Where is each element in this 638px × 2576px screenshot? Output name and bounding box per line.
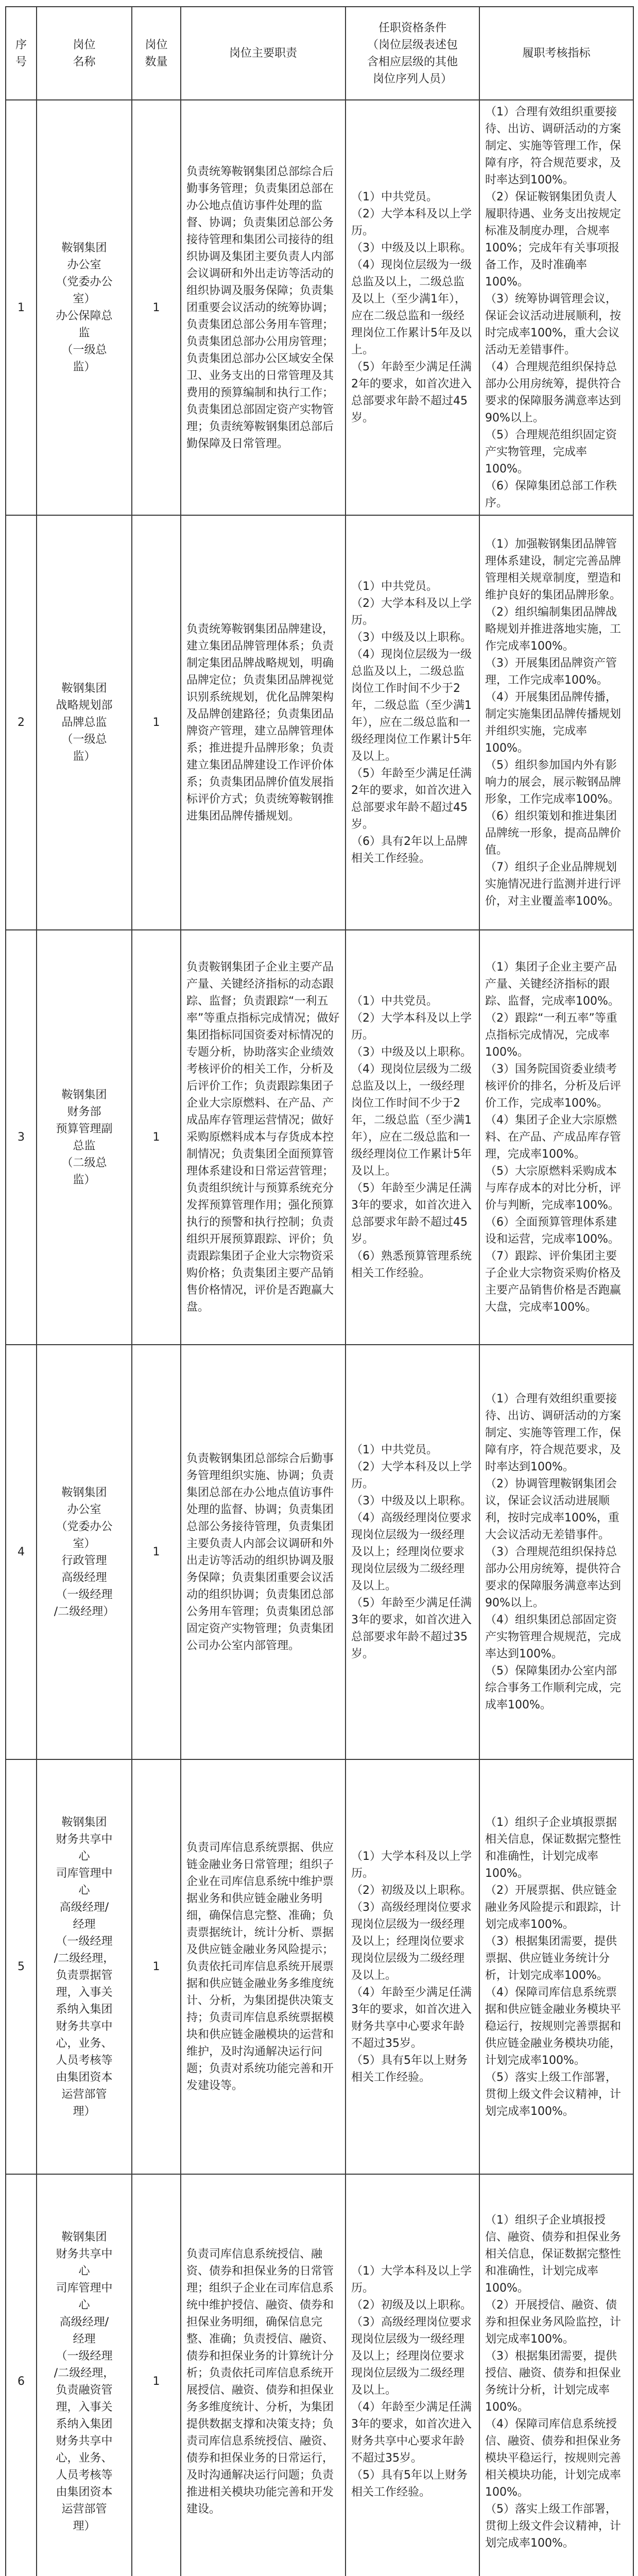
cell-duties: 负责司库信息系统授信、融资、债券和担保业务的日常管理；组织子企业在司库信息系统中维护授信、融资、债券和担保业务明细，确保信息完整、准确；负责授信、融资、债券和担保业务的计算统计分析；负责依托司库信息系统开展授信、融资、债券和担保业务多维度统计、分析，为集团提供数据支撑和决策支持；负责司库信息系统授信、融资、债券和担保业务的日常运行，及时沟通解决运行问题；负责推进相关模块功能完善和开发建设。 bbox=[181, 2174, 346, 2576]
table-row bbox=[6, 100, 633, 515]
cell-count: 1 bbox=[132, 1345, 181, 1759]
cell-seq: 2 bbox=[6, 515, 37, 930]
cell-requirements: （1）中共党员。 （2）大学本科及以上学历。 （3）中级及以上职称。 （4）现岗位层级为一级总监及以上，二级总监岗位工作时间不少于2年，二级总监（至少满1年），应在二级总监和一级经理岗位工作累计5年及以上。 （5）年龄至少满足任满2年的要求，如首次进入总部要求年龄不超过45岁。 （6）具有2年以上品牌相关工作经验。 bbox=[346, 515, 479, 930]
header-duties: 岗位主要职责 bbox=[181, 7, 346, 100]
cell-seq: 4 bbox=[6, 1345, 37, 1759]
cell-seq: 6 bbox=[6, 2174, 37, 2576]
header-count: 岗位 数量 bbox=[132, 7, 181, 100]
cell-position-name: 鞍钢集团 财务共享中 心 司库管理中 心 高级经理/ 经理 （一级经理 /二级经理， 负责融资管 理，入事关 系纳入集团 财务共享中 心，业务、 人员考核等 由集团资本 运营部管 理） bbox=[37, 2174, 132, 2576]
cell-duties: 负责鞍钢集团子企业主要产品产量、关键经济指标的动态跟踪、监督；负责跟踪“一利五率”等重点指标完成情况；做好集团指标同国资委对标情况的专题分析，协助落实企业绩效考核评价的相关工作，分析及后评价工作；负责跟踪集团子企业大宗原燃料、在产品、产成品库存管理运营情况；做好采购原燃料成本与存货成本控制情况；负责集团全面预算管理体系建设和日常运营管理；负责组织统计与预算系统充分发挥预算管理作用；强化预算执行的预警和执行控制；负责组织开展预算跟踪、评价；负责跟踪集团子企业大宗物资采购价格；负责集团主要产品销售价格情况，评价是否跑赢大盘。 bbox=[181, 930, 346, 1345]
table-row bbox=[6, 1345, 633, 1759]
cell-kpi: （1）组织子企业填报授信、融资、债券和担保业务相关信息，保证数据完整性和准确性，计划完成率100%。 （2）开展授信、融资、债券和担保业务风险监控，计划完成率100%。 （3）根据集团需要，提供授信、融资、债券和担保业务统计分析，计划完成率100%。 （4）保障司库信息系统授信、融资、债券和担保业务模块平稳运行，按规则完善相关模块功能，计划完成率100%。 （5）落实上级工作部署，贯彻上级文件会议精神，计划完成率100%。 bbox=[479, 2174, 633, 2576]
cell-kpi: （1）合理有效组织重要接待、出访、调研活动的方案制定、实施等管理工作，保障有序，符合规范要求，及时率达到100%。 （2）协调管理鞍钢集团会议，保证会议活动进展顺利，按时完成率100%，重大会议活动无差错事件。 （3）合理规范组织保持总部办公用房统筹，提供符合要求的保障服务满意率达到90%以上。 （4）组织集团总部固定资产实物管理合规规范，完成率达到100%。 （5）保障集团办公室内部综合事务工作顺利完成，完成率100%。 bbox=[479, 1345, 633, 1759]
cell-kpi: （1）加强鞍钢集团品牌管理体系建设，制定完善品牌管理相关规章制度，塑造和维护良好的集团品牌形象。 （2）组织编制集团品牌战略规划并推进落地实施，工作完成率100%。 （3）开展集团品牌资产管理，工作完成率100%。 （4）开展集团品牌传播，制定实施集团品牌传播规划并组织实施，完成率100%。 （5）组织参加国内外有影响力的展会，展示鞍钢品牌形象，工作完成率100%。 （6）组织策划和推进集团品牌统一形象，提高品牌价值。 （7）组织子企业品牌规划实施情况进行监测并进行评价，对主业覆盖率100%。 bbox=[479, 515, 633, 930]
cell-position-name: 鞍钢集团 财务共享中 心 司库管理中 心 高级经理/ 经理 （一级经理 /二级经理， 负责票据管 理，入事关 系纳入集团 财务共享中 心，业务、 人员考核等 由集团资本 运营部管 理） bbox=[37, 1759, 132, 2174]
cell-count: 1 bbox=[132, 100, 181, 515]
cell-duties: 负责司库信息系统票据、供应链金融业务日常管理；组织子企业在司库信息系统中维护票据业务和供应链金融业务明细，确保信息完整、准确；负责票据统计，统计分析、票据及供应链金融业务风险提示；负责依托司库信息系统开展票据和供应链金融业务多维度统计、分析，为集团提供决策支持；负责司库信息系统票据模块和供应链金融模块的运营和维护，及时沟通解决运行问题；负责对系统功能完善和开发建设等。 bbox=[181, 1759, 346, 2174]
cell-requirements: （1）中共党员。 （2）大学本科及以上学历。 （3）中级及以上职称。 （4）现岗位层级为二级总监及以上，一级经理岗位工作时间不少于2年，二级总监（至少满1年），应在二级总监和一级经理岗位工作累计5年及以上。 （5）年龄至少满足任满3年的要求，如首次进入总部要求年龄不超过45岁。 （6）熟悉预算管理系统相关工作经验。 bbox=[346, 930, 479, 1345]
cell-requirements: （1）中共党员。 （2）大学本科及以上学历。 （3）中级及以上职称。 （4）现岗位层级为一级总监及以上，二级总监及以上（至少满1年），应在二级总监和一级经理岗位工作累计5年及以上。 （5）年龄至少满足任满2年的要求，如首次进入总部要求年龄不超过45岁。 bbox=[346, 100, 479, 515]
cell-position-name: 鞍钢集团 办公室 （党委办公 室） 行政管理 高级经理 （一级经理 /二级经理） bbox=[37, 1345, 132, 1759]
cell-seq: 5 bbox=[6, 1759, 37, 2174]
cell-seq: 3 bbox=[6, 930, 37, 1345]
cell-kpi: （1）组织子企业填报票据相关信息，保证数据完整性和准确性，计划完成率100%。 （2）开展票据、供应链金融业务风险提示和跟踪，计划完成率100%。 （3）根据集团需要，提供票据、供应链业务统计分析，计划完成率100%。 （4）保障司库信息系统票据和供应链金融业务模块平稳运行，按规则完善票据和供应链金融业务模块功能，计划完成率100%。 （5）落实上级工作部署，贯彻上级文件会议精神，计划完成率100%。 bbox=[479, 1759, 633, 2174]
cell-position-name: 鞍钢集团 办公室 （党委办公 室） 办公保障总 监 （一级总 监） bbox=[37, 100, 132, 515]
header-kpi: 履职考核指标 bbox=[479, 7, 633, 100]
table-row bbox=[6, 515, 633, 930]
cell-requirements: （1）大学本科及以上学历。 （2）初级及以上职称。 （3）高级经理岗位要求现岗位层级为一级经理及以上；经理岗位要求现岗位层级为二级经理及以上。 （4）年龄至少满足任满3年的要求，如首次进入财务共享中心要求年龄不超过35岁。 （5）具有5年以上财务相关工作经验。 bbox=[346, 2174, 479, 2576]
cell-kpi: （1）合理有效组织重要接待、出访、调研活动的方案制定、实施等管理工作，保障有序，符合规范要求，及时率达到100%。 （2）保证鞍钢集团负责人履职待遇、业务支出按规定标准及制度办理，合规率100%；完成年有关事项报备工作，及时准确率100%。 （3）统筹协调管理会议，保证会议活动进展顺利，按时完成率100%，重大会议活动无差错事件。 （4）合理规范组织保持总部办公用房统筹，提供符合要求的保障服务满意率达到90%以上。 （5）合理规范组织固定资产实物管理，完成率100%。 （6）保障集团总部工作秩序。 bbox=[479, 100, 633, 515]
cell-requirements: （1）中共党员。 （2）大学本科及以上学历。 （3）中级及以上职称。 （4）高级经理岗位要求现岗位层级为一级经理及以上；经理岗位要求现岗位层级为二级经理及以上。 （5）年龄至少满足任满3年的要求，如首次进入总部要求年龄不超过35岁。 bbox=[346, 1345, 479, 1759]
cell-duties: 负责统筹鞍钢集团总部综合后勤事务管理；负责集团总部在办公地点值访事件处理的监督、协调；负责集团总部公务接待管理和集团公司接待的组织协调及集团主要负责人内部会议调研和外出走访等活动的组织协调及服务保障；负责集团重要会议活动的统筹协调；负责集团总部公务用车管理；负责集团总部办公用房管理；负责集团总部办公区域安全保卫、业务支出的日常管理及其费用的预算编制和执行工作；负责集团总部固定资产实物管理；负责统筹鞍钢集团总部后勤保障及日常管理。 bbox=[181, 100, 346, 515]
cell-kpi: （1）集团子企业主要产品产量、关键经济指标的跟踪、监督，完成率100%。 （2）跟踪“一利五率”等重点指标完成情况，完成率100%。 （3）国务院国资委业绩考核评价的排名，分析及后评价工作，完成率100%。 （4）集团子企业大宗原燃料、在产品、产成品库存管理，完成率100%。 （5）大宗原燃料采购成本与库存成本的对比分析，评价与判断，完成率100%。 （6）全面预算管理体系建设和运营，完成率100%。 （7）跟踪、评价集团主要子企业大宗物资采购价格及主要产品销售价格是否跑赢大盘，完成率100%。 bbox=[479, 930, 633, 1345]
table-row bbox=[6, 1759, 633, 2174]
cell-position-name: 鞍钢集团 战略规划部 品牌总监 （一级总 监） bbox=[37, 515, 132, 930]
header-requirements: 任职资格条件 （岗位层级表述包 含相应层级的其他 岗位序列人员） bbox=[346, 7, 479, 100]
table-row bbox=[6, 930, 633, 1345]
cell-requirements: （1）大学本科及以上学历。 （2）初级及以上职称。 （3）高级经理岗位要求现岗位层级为一级经理及以上；经理岗位要求现岗位层级为二级经理及以上。 （4）年龄至少满足任满3年的要求，如首次进入财务共享中心要求年龄不超过35岁。 （5）具有5年以上财务相关工作经验。 bbox=[346, 1759, 479, 2174]
cell-position-name: 鞍钢集团 财务部 预算管理副 总监 （二级总 监） bbox=[37, 930, 132, 1345]
header-seq: 序 号 bbox=[6, 7, 37, 100]
header-name: 岗位 名称 bbox=[37, 7, 132, 100]
cell-duties: 负责统筹鞍钢集团品牌建设，建立集团品牌管理体系；负责制定集团品牌战略规划，明确品牌定位；负责集团品牌视觉识别系统规划，优化品牌架构及品牌创建路径；负责集团品牌资产管理，建立品牌管理体系；推进提升品牌形象；负责建立集团品牌建设工作评价体系；负责集团品牌价值发展指标评价方式；负责统筹鞍钢推进集团品牌传播规划。 bbox=[181, 515, 346, 930]
cell-count: 1 bbox=[132, 1759, 181, 2174]
table-header-row bbox=[6, 7, 633, 100]
position-table bbox=[5, 6, 634, 2576]
cell-count: 1 bbox=[132, 2174, 181, 2576]
cell-count: 1 bbox=[132, 515, 181, 930]
cell-duties: 负责鞍钢集团总部综合后勤事务管理组织实施、协调；负责集团总部在办公地点值访事件处理的监督、协调；负责集团总部公务接待管理，负责集团主要负责人内部会议调研和外出走访等活动的组织协调及服务保障；负责集团重要会议活动的组织协调；负责集团总部公务用车管理；负责集团总部固定资产实物管理；负责集团公司办公室内部管理。 bbox=[181, 1345, 346, 1759]
cell-count: 1 bbox=[132, 930, 181, 1345]
cell-seq: 1 bbox=[6, 100, 37, 515]
table-row bbox=[6, 2174, 633, 2576]
